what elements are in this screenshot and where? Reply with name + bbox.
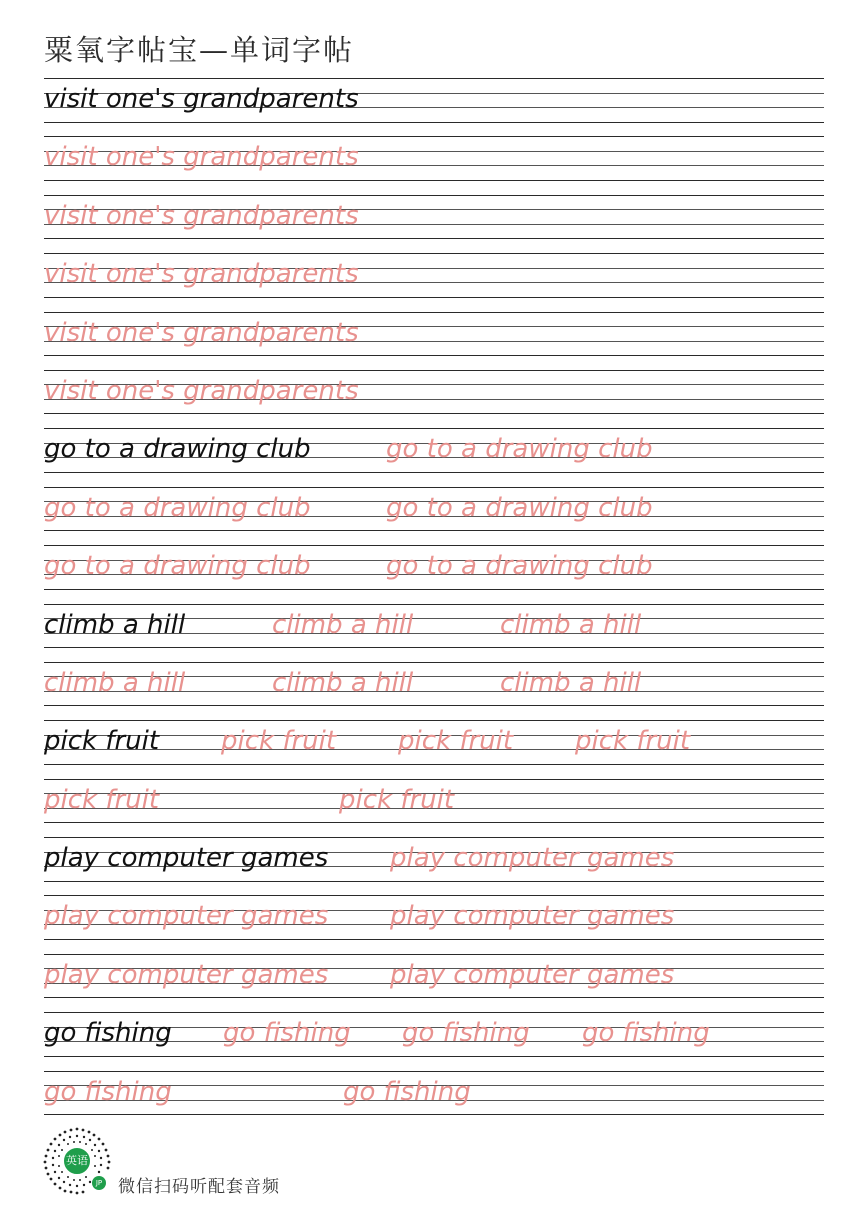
rule-line	[44, 545, 824, 546]
trace-phrase: pick fruit	[44, 784, 160, 815]
rule-line	[44, 530, 824, 531]
rule-line	[44, 997, 824, 998]
practice-row	[44, 428, 824, 486]
trace-phrase: pick fruit	[398, 726, 514, 757]
model-phrase: play computer games	[44, 843, 329, 874]
rule-line	[44, 238, 824, 239]
footer-audio-caption: 微信扫码听配套音频	[118, 1177, 280, 1197]
practice-row	[44, 487, 824, 545]
rule-line	[44, 779, 824, 780]
rule-line	[44, 253, 824, 254]
practice-row	[44, 1071, 824, 1129]
rule-line	[44, 720, 824, 721]
trace-phrase: visit one's grandparents	[44, 375, 359, 406]
trace-phrase: go to a drawing club	[44, 492, 311, 523]
rule-line	[44, 1012, 824, 1013]
trace-phrase: climb a hill	[272, 667, 414, 698]
practice-row	[44, 954, 824, 1012]
rule-line	[44, 939, 824, 940]
practice-row	[44, 195, 824, 253]
practice-row	[44, 1012, 824, 1070]
model-phrase: visit one's grandparents	[44, 84, 359, 114]
trace-phrase: play computer games	[44, 901, 329, 932]
rule-line	[44, 837, 824, 838]
rule-line	[44, 604, 824, 605]
footer	[42, 1126, 442, 1198]
rule-line	[44, 822, 824, 823]
rule-line	[44, 370, 824, 371]
rule-line	[44, 355, 824, 356]
practice-row	[44, 837, 824, 895]
rule-line	[44, 413, 824, 414]
trace-phrase: climb a hill	[44, 667, 186, 698]
rule-line	[44, 895, 824, 896]
trace-phrase: go to a drawing club	[386, 492, 653, 523]
rule-line	[44, 122, 824, 123]
page-title: 粟氧字帖宝—单词字帖	[44, 33, 355, 67]
trace-phrase: go fishing	[402, 1018, 530, 1049]
qr-center-logo: 英语	[62, 1146, 92, 1176]
rule-line	[44, 705, 824, 706]
practice-row	[44, 253, 824, 311]
rule-line	[44, 195, 824, 196]
trace-phrase: go to a drawing club	[44, 551, 311, 582]
trace-phrase: go to a drawing club	[386, 434, 653, 465]
trace-phrase: go to a drawing club	[386, 551, 653, 582]
trace-phrase: play computer games	[44, 959, 329, 990]
trace-phrase: climb a hill	[500, 667, 642, 698]
qr-badge-icon: JP	[92, 1176, 106, 1190]
rule-line	[44, 764, 824, 765]
rule-line	[44, 1114, 824, 1115]
rule-line	[44, 180, 824, 181]
practice-row	[44, 895, 824, 953]
qr-code[interactable]	[42, 1126, 112, 1196]
trace-phrase: visit one's grandparents	[44, 259, 359, 290]
trace-phrase: pick fruit	[221, 726, 337, 757]
rule-line	[44, 954, 824, 955]
practice-row	[44, 136, 824, 194]
trace-phrase: go fishing	[223, 1018, 351, 1049]
trace-phrase: play computer games	[390, 959, 675, 990]
practice-row	[44, 662, 824, 720]
trace-phrase: go fishing	[582, 1018, 710, 1049]
rule-line	[44, 312, 824, 313]
rule-line	[44, 1071, 824, 1072]
trace-phrase: climb a hill	[272, 609, 414, 640]
trace-phrase: go fishing	[44, 1076, 172, 1107]
model-phrase: go to a drawing club	[44, 434, 311, 465]
model-phrase: go fishing	[44, 1018, 172, 1049]
trace-phrase: pick fruit	[339, 784, 455, 815]
rule-line	[44, 1056, 824, 1057]
trace-phrase: play computer games	[390, 901, 675, 932]
practice-row	[44, 312, 824, 370]
rule-line	[44, 647, 824, 648]
rule-line	[44, 78, 824, 79]
rule-line	[44, 662, 824, 663]
trace-phrase: climb a hill	[500, 609, 642, 640]
trace-phrase: visit one's grandparents	[44, 200, 359, 231]
rule-line	[44, 428, 824, 429]
rule-line	[44, 472, 824, 473]
practice-row	[44, 604, 824, 662]
rule-line	[44, 589, 824, 590]
rule-line	[44, 136, 824, 137]
model-phrase: climb a hill	[44, 609, 186, 640]
trace-phrase: pick fruit	[575, 726, 691, 757]
practice-row	[44, 78, 824, 136]
model-phrase: pick fruit	[44, 726, 160, 757]
practice-row	[44, 545, 824, 603]
worksheet-rows	[44, 78, 824, 1129]
practice-row	[44, 779, 824, 837]
rule-line	[44, 487, 824, 488]
trace-phrase: go fishing	[343, 1076, 471, 1107]
rule-line	[44, 297, 824, 298]
rule-line	[44, 881, 824, 882]
trace-phrase: play computer games	[390, 843, 675, 874]
trace-phrase: visit one's grandparents	[44, 142, 359, 173]
practice-row	[44, 720, 824, 778]
trace-phrase: visit one's grandparents	[44, 317, 359, 348]
practice-row	[44, 370, 824, 428]
